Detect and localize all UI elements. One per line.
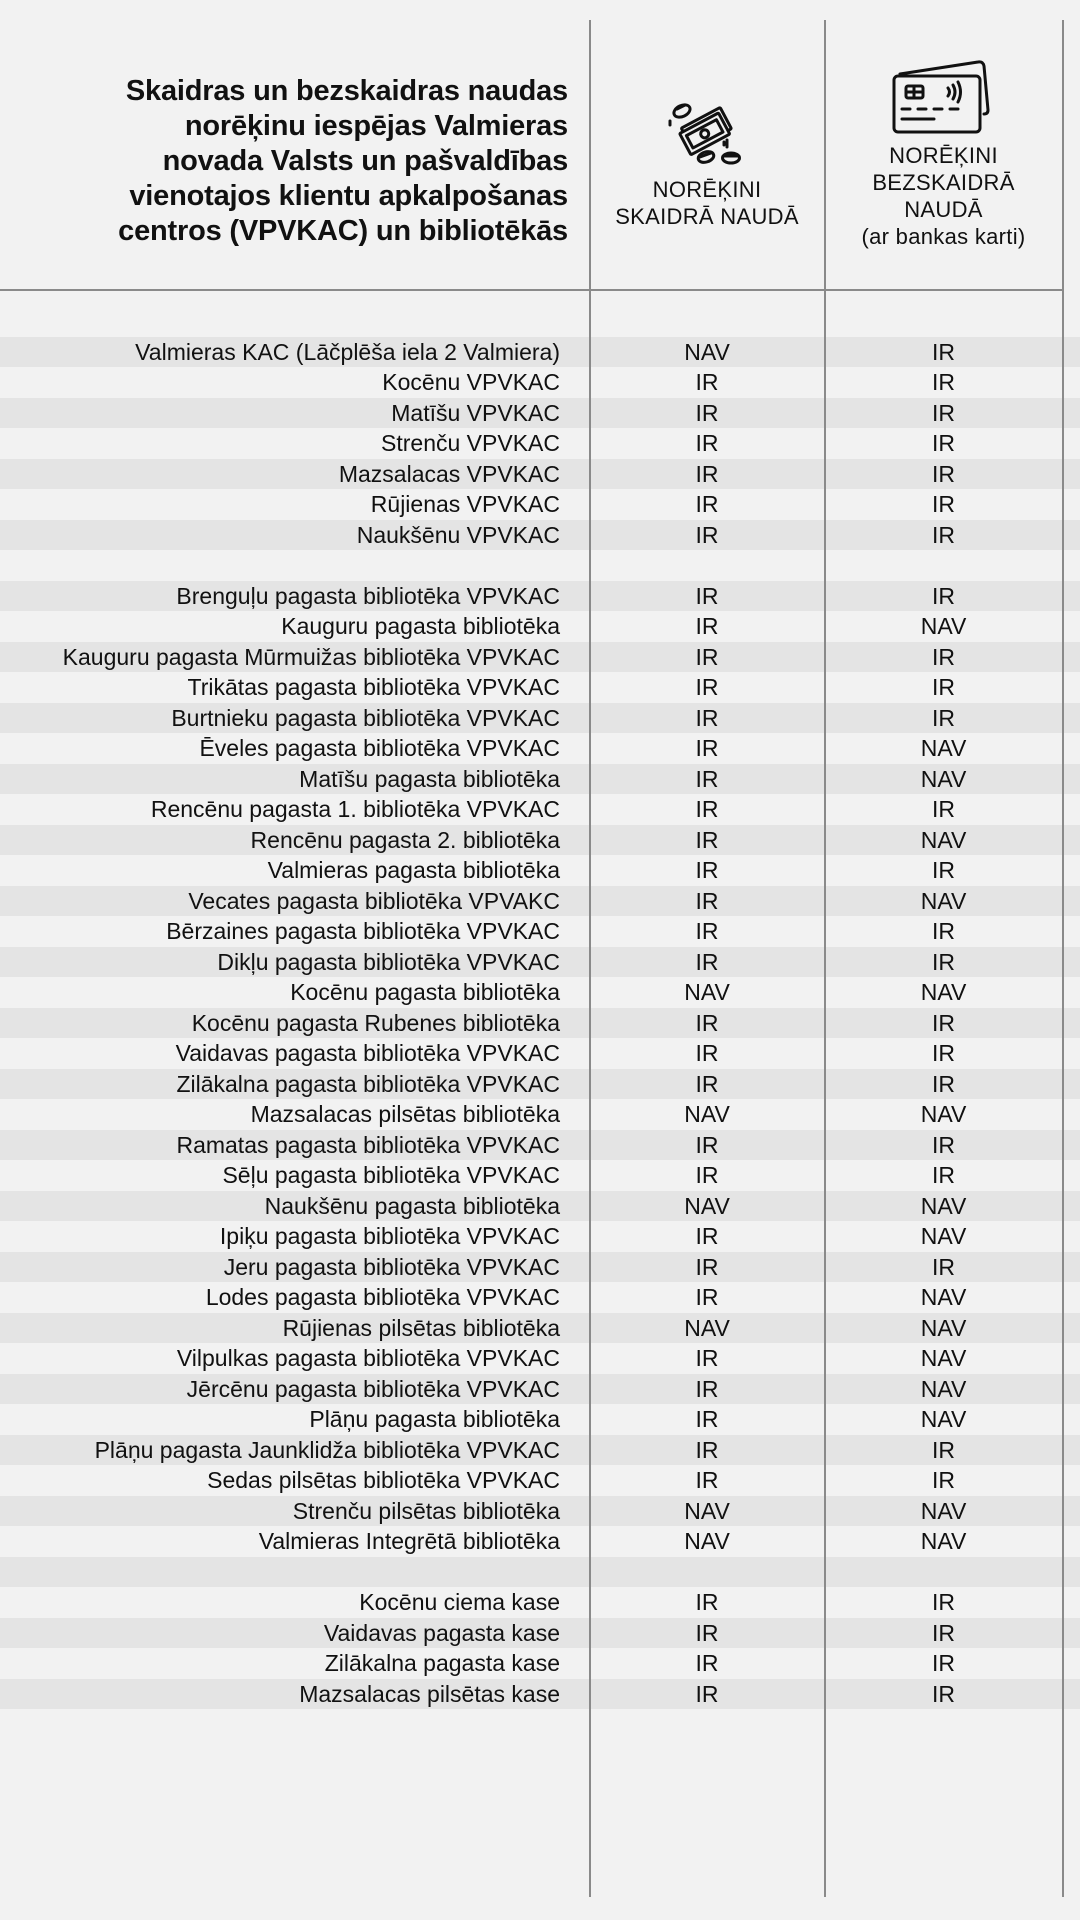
cash-status: IR — [695, 1284, 719, 1310]
card-status: IR — [932, 643, 955, 670]
column-header-line: NORĒĶINI — [652, 177, 762, 202]
card-status: IR — [932, 1009, 955, 1036]
cash-status: IR — [695, 1650, 719, 1676]
cash-status: IR — [695, 765, 719, 792]
title-line: Skaidras un bezskaidras naudas — [125, 75, 568, 107]
cash-status: NAV — [684, 1101, 730, 1127]
cash-status: IR — [695, 796, 719, 822]
table-row — [0, 459, 1080, 490]
table-row — [0, 367, 1080, 398]
table-row — [0, 1160, 1080, 1191]
card-status: NAV — [920, 1284, 967, 1310]
location-name: Rūjienas pilsētas bibliotēka — [282, 1314, 560, 1341]
location-name: Kauguru pagasta Mūrmuižas bibliotēka VPVKAC — [62, 643, 560, 670]
location-name: Matīšu VPVKAC — [391, 399, 560, 426]
card-status: IR — [932, 704, 955, 731]
card-status: NAV — [920, 613, 967, 639]
table-row — [0, 1618, 1080, 1649]
table-row — [0, 1008, 1080, 1039]
location-name: Ēveles pagasta bibliotēka VPVKAC — [199, 735, 560, 761]
location-name: Mazsalacas pilsētas bibliotēka — [250, 1101, 560, 1127]
card-status: IR — [932, 1680, 955, 1707]
column-header-cash — [590, 176, 824, 230]
card-status: IR — [932, 1589, 955, 1615]
cash-status: IR — [695, 1589, 719, 1615]
table-row — [0, 794, 1080, 825]
location-name: Dikļu pagasta bibliotēka VPVKAC — [217, 948, 560, 975]
table-row — [0, 825, 1080, 856]
location-name: Sēļu pagasta bibliotēka VPVKAC — [222, 1162, 560, 1188]
card-status: IR — [932, 1253, 955, 1280]
cash-status: NAV — [684, 1497, 730, 1524]
cash-status: NAV — [684, 338, 730, 365]
card-status: IR — [932, 430, 955, 456]
card-status: IR — [932, 1467, 955, 1493]
cash-status: IR — [695, 643, 719, 670]
column-header-card — [825, 142, 1062, 250]
cash-status: IR — [695, 1467, 719, 1493]
location-name: Jērcēnu pagasta bibliotēka VPVKAC — [186, 1375, 560, 1402]
location-name: Rencēnu pagasta 2. bibliotēka — [250, 826, 560, 853]
table-row — [0, 1130, 1080, 1161]
table-row — [0, 337, 1080, 368]
column-divider-left — [589, 20, 591, 1897]
card-status: NAV — [920, 1314, 967, 1341]
cash-status: IR — [695, 826, 719, 853]
table-row — [0, 916, 1080, 947]
table-row — [0, 1099, 1080, 1130]
card-status: IR — [932, 1131, 955, 1158]
table-row — [0, 428, 1080, 459]
table-row — [0, 1465, 1080, 1496]
location-name: Ipiķu pagasta bibliotēka VPVKAC — [219, 1223, 560, 1249]
cash-status: NAV — [684, 1528, 730, 1554]
table-row — [0, 611, 1080, 642]
table-row — [0, 520, 1080, 551]
cash-status: IR — [695, 491, 719, 517]
table-row — [0, 398, 1080, 429]
location-name: Kocēnu ciema kase — [359, 1589, 560, 1615]
location-name: Kocēnu VPVKAC — [382, 369, 560, 395]
table-row — [0, 1435, 1080, 1466]
column-divider-middle — [824, 20, 826, 1897]
cash-status: IR — [695, 1253, 719, 1280]
card-status: IR — [932, 399, 955, 426]
location-name: Valmieras KAC (Lāčplēša iela 2 Valmiera) — [135, 338, 560, 365]
table-row — [0, 1191, 1080, 1222]
table-spacer-row — [0, 306, 1080, 337]
card-status: IR — [932, 521, 955, 548]
cash-status: IR — [695, 857, 719, 883]
card-status: NAV — [920, 1528, 967, 1554]
cash-status: IR — [695, 918, 719, 944]
card-status: IR — [932, 918, 955, 944]
table-row — [0, 1496, 1080, 1527]
location-name: Matīšu pagasta bibliotēka — [299, 765, 560, 792]
location-name: Burtnieku pagasta bibliotēka VPVKAC — [171, 704, 560, 731]
table-row — [0, 1679, 1080, 1710]
column-header-line: (ar bankas karti) — [861, 224, 1026, 249]
location-name: Vilpulkas pagasta bibliotēka VPVKAC — [176, 1345, 560, 1371]
location-name: Kocēnu pagasta bibliotēka — [290, 979, 560, 1005]
table-row — [0, 1221, 1080, 1252]
card-status: NAV — [920, 735, 967, 761]
table-row — [0, 489, 1080, 520]
cash-status: NAV — [684, 979, 730, 1005]
card-status: NAV — [920, 979, 967, 1005]
bank-card-icon — [890, 58, 990, 134]
table-row — [0, 672, 1080, 703]
card-status: NAV — [920, 1345, 967, 1371]
table-row — [0, 581, 1080, 612]
card-status: NAV — [920, 1223, 967, 1249]
card-status: IR — [932, 948, 955, 975]
table-row — [0, 1282, 1080, 1313]
location-name: Ramatas pagasta bibliotēka VPVKAC — [176, 1131, 560, 1158]
cash-status: IR — [695, 430, 719, 456]
cash-status: IR — [695, 1375, 719, 1402]
card-status: NAV — [920, 1192, 967, 1219]
location-name: Sedas pilsētas bibliotēka VPVKAC — [207, 1467, 560, 1493]
card-status: IR — [932, 1650, 955, 1676]
card-status: IR — [932, 674, 955, 700]
cash-status: IR — [695, 582, 719, 609]
cash-status: IR — [695, 1131, 719, 1158]
card-status: IR — [932, 338, 955, 365]
cash-status: NAV — [684, 1192, 730, 1219]
location-name: Plāņu pagasta bibliotēka — [309, 1406, 560, 1432]
table-spacer-row — [0, 1557, 1080, 1588]
card-status: IR — [932, 369, 955, 395]
table-row — [0, 886, 1080, 917]
cash-status: NAV — [684, 1314, 730, 1341]
location-name: Rencēnu pagasta 1. bibliotēka VPVKAC — [150, 796, 560, 822]
title-line: centros (VPVKAC) un bibliotēkās — [118, 215, 568, 247]
table-row — [0, 1313, 1080, 1344]
cash-status: IR — [695, 613, 719, 639]
location-name: Strenču pilsētas bibliotēka — [292, 1497, 560, 1524]
table-row — [0, 733, 1080, 764]
table-row — [0, 1648, 1080, 1679]
cash-status: IR — [695, 521, 719, 548]
cash-money-icon — [668, 94, 746, 166]
table-row — [0, 947, 1080, 978]
card-status: NAV — [920, 1497, 967, 1524]
location-name: Mazsalacas VPVKAC — [338, 460, 560, 487]
table-row — [0, 642, 1080, 673]
header-divider — [0, 289, 1062, 291]
location-name: Lodes pagasta bibliotēka VPVKAC — [205, 1284, 560, 1310]
cash-status: IR — [695, 1345, 719, 1371]
card-status: NAV — [920, 826, 967, 853]
location-name: Jeru pagasta bibliotēka VPVKAC — [223, 1253, 560, 1280]
cash-status: IR — [695, 735, 719, 761]
cash-status: IR — [695, 460, 719, 487]
location-name: Brenguļu pagasta bibliotēka VPVKAC — [176, 582, 560, 609]
cash-status: IR — [695, 887, 719, 914]
table-row — [0, 764, 1080, 795]
card-status: IR — [932, 1436, 955, 1463]
table-row — [0, 1038, 1080, 1069]
payment-options-table — [0, 306, 1080, 1709]
table-row — [0, 1343, 1080, 1374]
table-row — [0, 855, 1080, 886]
location-name: Naukšēnu pagasta bibliotēka — [264, 1192, 560, 1219]
location-name: Vaidavas pagasta kase — [323, 1619, 560, 1646]
cash-status: IR — [695, 1619, 719, 1646]
location-name: Vaidavas pagasta bibliotēka VPVKAC — [175, 1040, 560, 1066]
location-name: Valmieras Integrētā bibliotēka — [258, 1528, 560, 1554]
cash-status: IR — [695, 1223, 719, 1249]
location-name: Plāņu pagasta Jaunklidža bibliotēka VPVKAC — [94, 1436, 560, 1463]
cash-status: IR — [695, 369, 719, 395]
cash-status: IR — [695, 1070, 719, 1097]
table-spacer-row — [0, 550, 1080, 581]
cash-status: IR — [695, 1436, 719, 1463]
card-status: NAV — [920, 1101, 967, 1127]
location-name: Valmieras pagasta bibliotēka — [267, 857, 560, 883]
card-status: IR — [932, 1070, 955, 1097]
column-header-line: BEZSKAIDRĀ — [872, 170, 1015, 195]
cash-status: IR — [695, 704, 719, 731]
column-header-line: NORĒĶINI — [889, 143, 998, 168]
column-header-line: SKAIDRĀ NAUDĀ — [615, 204, 799, 229]
table-row — [0, 1252, 1080, 1283]
location-name: Kauguru pagasta bibliotēka — [281, 613, 560, 639]
column-header-line: NAUDĀ — [904, 197, 983, 222]
card-status: IR — [932, 1162, 955, 1188]
location-name: Trikātas pagasta bibliotēka VPVKAC — [187, 674, 560, 700]
title-line: norēķinu iespējas Valmieras — [184, 110, 568, 142]
title-line: vienotajos klientu apkalpošanas — [129, 180, 568, 212]
cash-status: IR — [695, 948, 719, 975]
table-row — [0, 1374, 1080, 1405]
location-name: Naukšēnu VPVKAC — [356, 521, 560, 548]
cash-status: IR — [695, 1040, 719, 1066]
card-status: NAV — [920, 765, 967, 792]
card-status: IR — [932, 1619, 955, 1646]
title-line: novada Valsts un pašvaldības — [162, 145, 568, 177]
location-name: Zilākalna pagasta kase — [324, 1650, 560, 1676]
table-row — [0, 1069, 1080, 1100]
card-status: NAV — [920, 887, 967, 914]
location-name: Kocēnu pagasta Rubenes bibliotēka — [191, 1009, 560, 1036]
location-name: Mazsalacas pilsētas kase — [299, 1680, 560, 1707]
page-title — [8, 74, 568, 249]
table-row — [0, 1587, 1080, 1618]
card-status: IR — [932, 460, 955, 487]
card-status: NAV — [920, 1406, 967, 1432]
location-name: Vecates pagasta bibliotēka VPVAKC — [188, 887, 560, 914]
table-row — [0, 1404, 1080, 1435]
card-status: IR — [932, 1040, 955, 1066]
card-status: IR — [932, 796, 955, 822]
cash-status: IR — [695, 399, 719, 426]
location-name: Rūjienas VPVKAC — [370, 491, 560, 517]
location-name: Zilākalna pagasta bibliotēka VPVKAC — [176, 1070, 560, 1097]
table-row — [0, 703, 1080, 734]
location-name: Bērzaines pagasta bibliotēka VPVKAC — [166, 918, 560, 944]
card-status: IR — [932, 491, 955, 517]
card-status: IR — [932, 857, 955, 883]
cash-status: IR — [695, 1009, 719, 1036]
table-row — [0, 1526, 1080, 1557]
cash-status: IR — [695, 1680, 719, 1707]
card-status: IR — [932, 582, 955, 609]
location-name: Strenču VPVKAC — [381, 430, 560, 456]
table-row — [0, 977, 1080, 1008]
card-status: NAV — [920, 1375, 967, 1402]
cash-status: IR — [695, 674, 719, 700]
cash-status: IR — [695, 1162, 719, 1188]
cash-status: IR — [695, 1406, 719, 1432]
column-divider-right — [1062, 20, 1064, 1897]
